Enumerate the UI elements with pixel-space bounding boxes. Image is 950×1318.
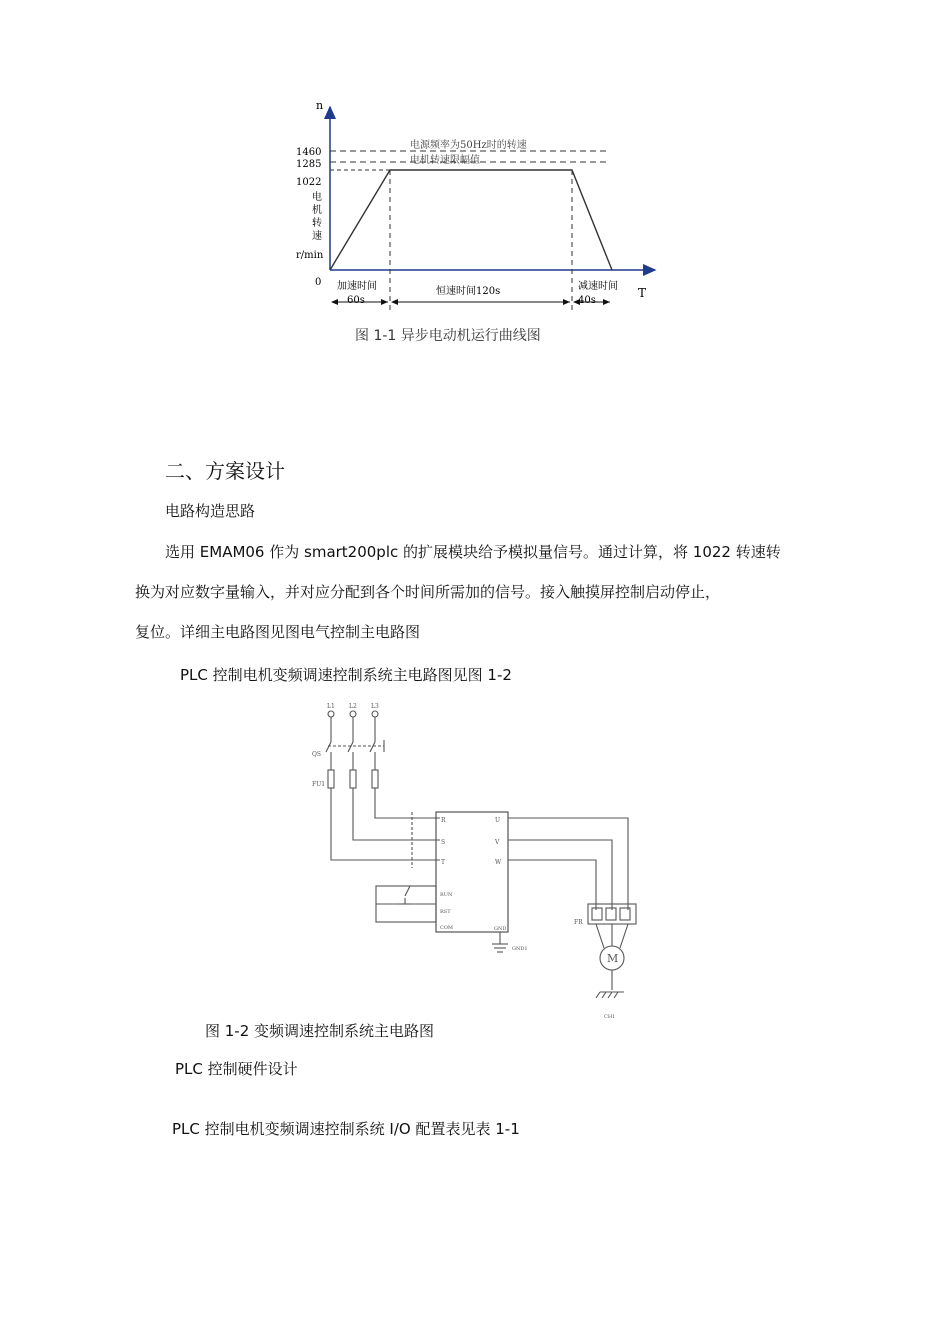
y-unit-char: 转 (312, 218, 322, 229)
label-1460: 电源频率为50Hz时的转速 (410, 140, 527, 151)
figure1-caption: 图 1-1 异步电动机运行曲线图 (355, 328, 541, 344)
control-rst: RST (440, 909, 451, 915)
phase-label: L1 (327, 703, 335, 710)
gnd1-label: GND1 (512, 946, 528, 952)
y-tick-1022: 1022 (296, 177, 322, 188)
output-u: U (495, 817, 501, 824)
output-v: V (495, 839, 500, 846)
x-axis-symbol: T (638, 286, 647, 300)
input-r: R (441, 817, 446, 824)
paragraph-line: 选用 EMAM06 作为 smart200plc 的扩展模块给予模拟量信号。通过计算，将 1022 转速转 (165, 543, 781, 561)
gnd-label: GND (494, 926, 507, 932)
y-tick-0: 0 (315, 277, 322, 288)
ch-label: CH1 (604, 1014, 616, 1020)
fu-label: FU1 (312, 781, 326, 788)
phase-label: L2 (349, 703, 357, 710)
y-tick-1460: 1460 (296, 147, 322, 158)
output-w: W (495, 859, 502, 866)
decel-duration: 40s (578, 295, 596, 306)
input-s: S (441, 839, 446, 846)
io-table-reference: PLC 控制电机变频调速控制系统 I/O 配置表见表 1-1 (172, 1120, 520, 1138)
const-label: 恒速时间120s (436, 286, 501, 297)
y-axis-symbol: n (316, 99, 324, 112)
paragraph (135, 532, 810, 652)
decel-label: 减速时间 (578, 281, 618, 292)
motor-speed-curve-figure (290, 95, 670, 315)
y-unit-char: 机 (312, 205, 322, 216)
y-unit-char: 电 (312, 192, 322, 203)
main-circuit-diagram (300, 700, 660, 1030)
accel-label: 加速时间 (337, 281, 377, 292)
paragraph-line: 复位。详细主电路图见图电气控制主电路图 (135, 623, 421, 641)
subsection-circuit: 电路构造思路 (165, 502, 256, 520)
speed-curve (330, 170, 612, 270)
label-1285: 电机转速限幅值 (410, 155, 480, 166)
section-heading: 二、方案设计 (165, 459, 285, 483)
control-com: COM (440, 925, 454, 931)
paragraph-line: 换为对应数字量输入，并对应分配到各个时间所需加的信号。接入触摸屏控制启动停止， (135, 583, 721, 601)
y-unit-char: 速 (312, 231, 322, 242)
y-unit: r/min (296, 250, 324, 261)
accel-duration: 60s (347, 295, 365, 306)
y-tick-1285: 1285 (296, 159, 322, 170)
plc-figure-reference: PLC 控制电机变频调速控制系统主电路图见图 1-2 (180, 666, 512, 684)
qs-label: QS (312, 751, 322, 758)
fr-label: FR (574, 919, 583, 926)
figure2-caption: 图 1-2 变频调速控制系统主电路图 (205, 1022, 435, 1040)
subsection-hardware: PLC 控制硬件设计 (175, 1060, 298, 1078)
phase-label: L3 (371, 703, 379, 710)
control-run: RUN (440, 892, 453, 898)
motor-label: M (607, 952, 619, 965)
input-t: T (441, 859, 446, 866)
